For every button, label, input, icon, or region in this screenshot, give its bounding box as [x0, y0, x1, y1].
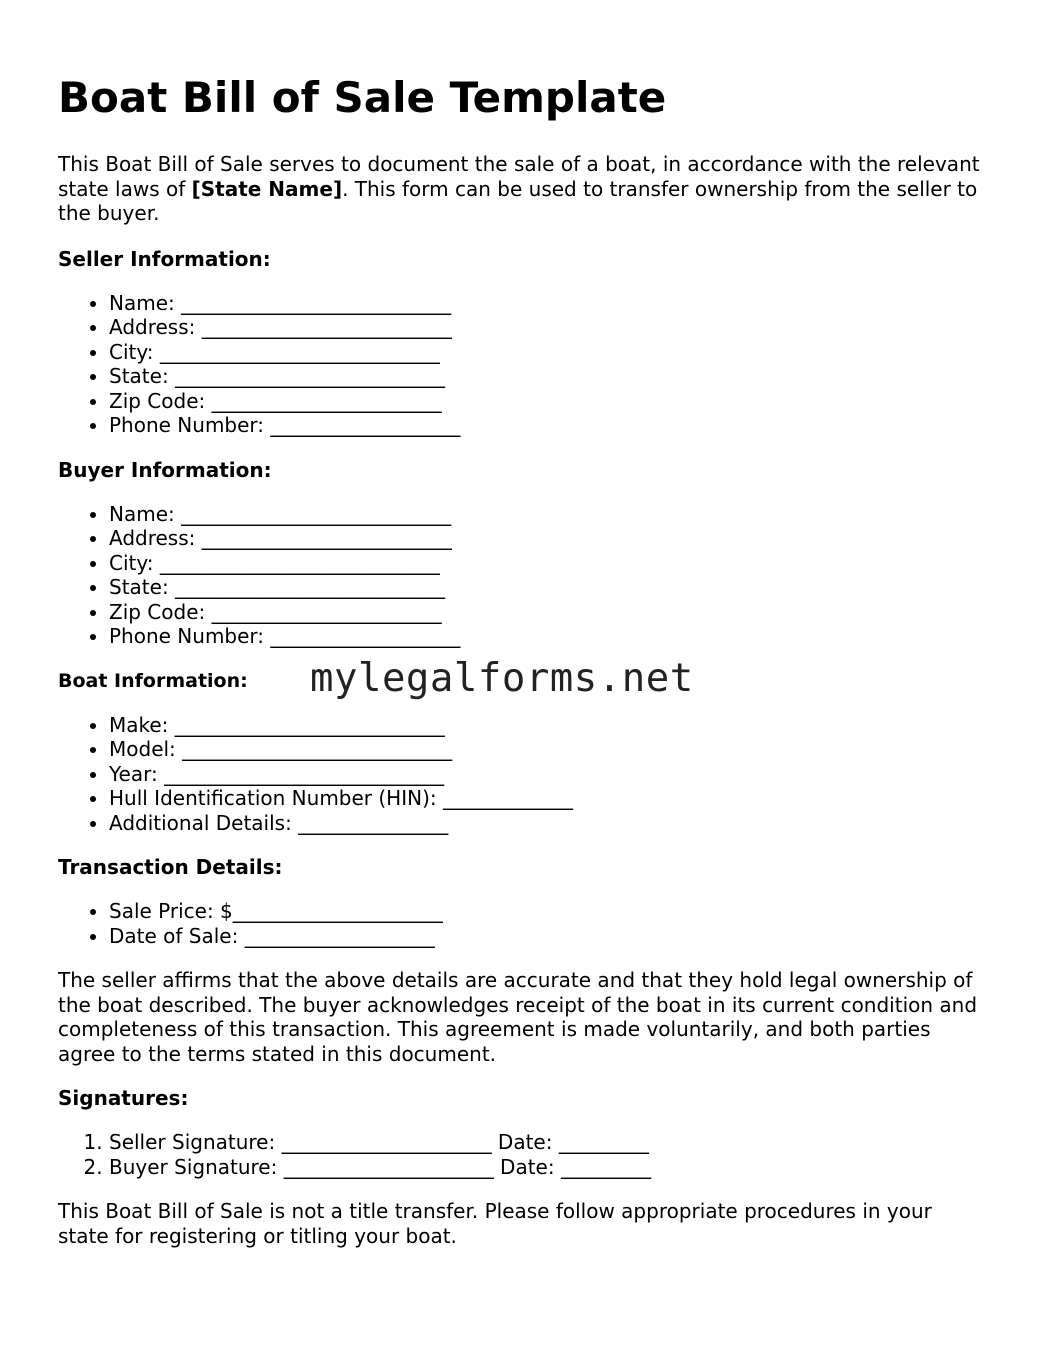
boat-hin-field: • Hull Identification Number (HIN): _____________ [109, 786, 988, 811]
boat-model-field: • Model: ___________________________ [109, 737, 988, 762]
intro-text-end: . This form can be used to transfer ownership from the seller to the buyer. [58, 176, 978, 225]
seller-zip-field: • Zip Code: _______________________ [109, 389, 988, 414]
affirmation-paragraph: The seller affirms that the above details are accurate and that they hold legal ownership of the boat described. The buyer acknowledges receipt of the boat in its current condition and completeness of this transaction. This agreement is made voluntarily, and both parties agree to the terms stated in this document. [58, 968, 978, 1066]
boat-additional-details-field: • Additional Details: _______________ [109, 811, 988, 836]
transaction-list [58, 899, 988, 948]
seller-state-field: • State: ___________________________ [109, 364, 988, 389]
watermark-text: mylegalforms.net [310, 656, 694, 701]
buyer-zip-field: • Zip Code: _______________________ [109, 600, 988, 625]
boat-year-field: • Year: ____________________________ [109, 762, 988, 787]
seller-city-field: • City: ____________________________ [109, 340, 988, 365]
seller-signature-line: 1. Seller Signature: _____________________ Date: _________ [109, 1130, 988, 1155]
state-name-placeholder: [State Name] [191, 176, 343, 201]
document-title: Boat Bill of Sale Template [58, 73, 667, 122]
sale-price-field: • Sale Price: $_____________________ [109, 899, 988, 924]
buyer-name-field: • Name: ___________________________ [109, 502, 988, 527]
signatures-heading: Signatures: [58, 1086, 189, 1110]
signatures-list [58, 1130, 988, 1179]
date-of-sale-field: • Date of Sale: ___________________ [109, 924, 988, 949]
buyer-signature-line: 2. Buyer Signature: _____________________ Date: _________ [109, 1155, 988, 1180]
buyer-heading: Buyer Information: [58, 457, 272, 482]
boat-heading: Boat Information: [58, 669, 248, 692]
seller-list [58, 291, 988, 438]
transaction-heading: Transaction Details: [58, 855, 283, 879]
buyer-city-field: • City: ____________________________ [109, 551, 988, 576]
boat-list [58, 713, 988, 836]
buyer-state-field: • State: ___________________________ [109, 575, 988, 600]
seller-address-field: • Address: _________________________ [109, 315, 988, 340]
buyer-list [58, 502, 988, 649]
footer-note: This Boat Bill of Sale is not a title transfer. Please follow appropriate procedures in your state for registering or titling your boat. [58, 1199, 932, 1248]
seller-name-field: • Name: ___________________________ [109, 291, 988, 316]
seller-heading: Seller Information: [58, 246, 271, 271]
buyer-phone-field: • Phone Number: ___________________ [109, 624, 988, 649]
intro-text-start: This Boat Bill of Sale serves to document the sale of a boat, in accordance with the relevant state laws of [58, 152, 980, 201]
seller-phone-field: • Phone Number: ___________________ [109, 413, 988, 438]
boat-make-field: • Make: ___________________________ [109, 713, 988, 738]
buyer-address-field: • Address: _________________________ [109, 526, 988, 551]
intro-paragraph [58, 152, 988, 226]
